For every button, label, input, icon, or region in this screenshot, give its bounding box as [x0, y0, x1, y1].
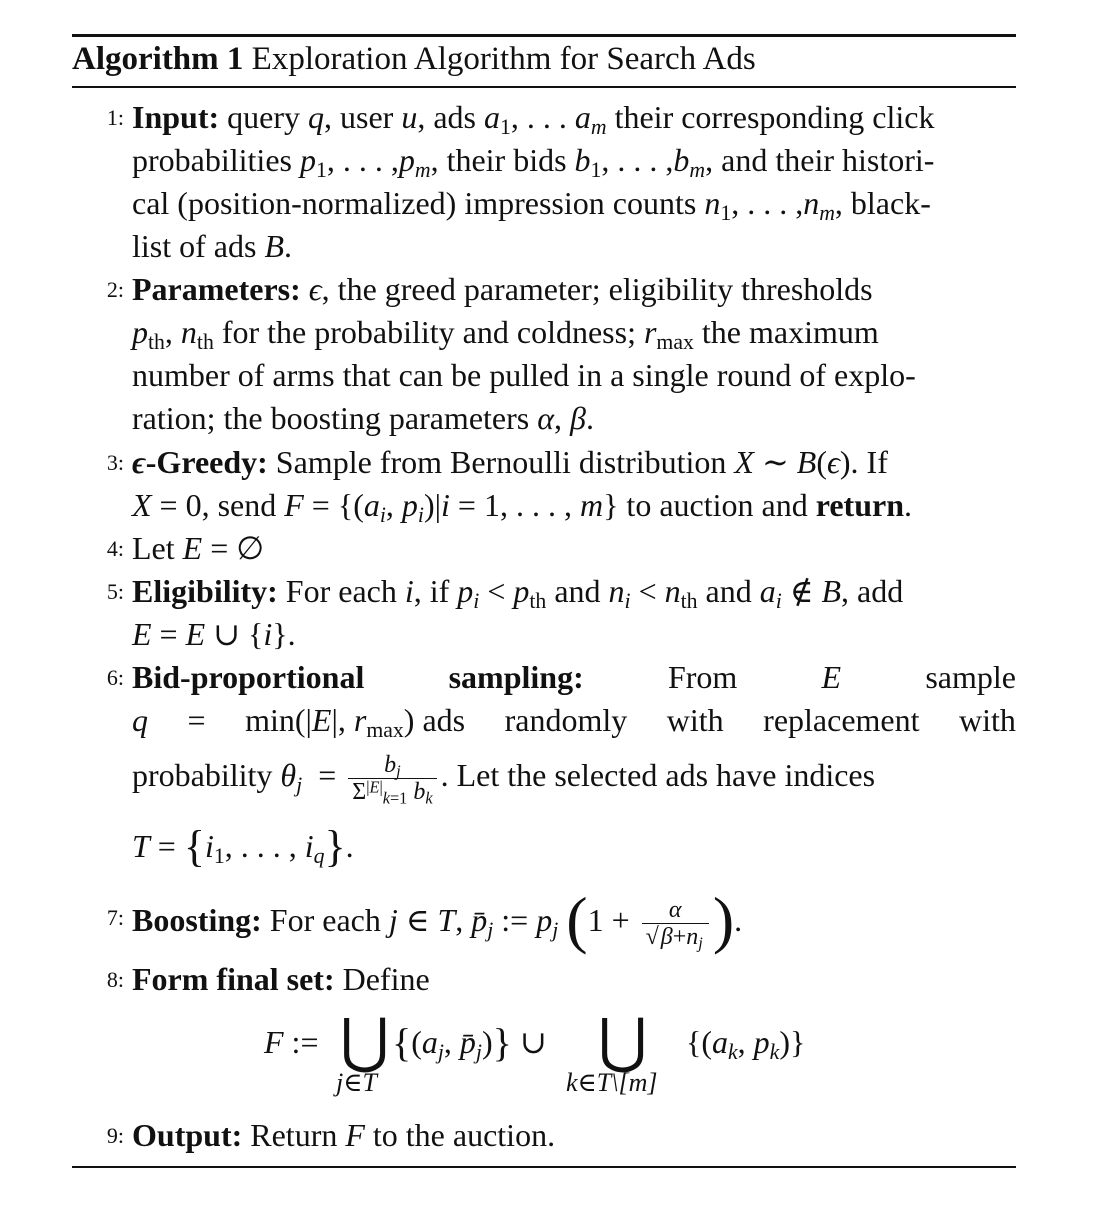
step7-line1: Boosting: For each j ∈ T, $p̄_j$ := $p_j$ (1 + $\frac{\alpha}{√\beta+n_j}$ ).	[132, 883, 743, 955]
header-rule	[72, 86, 1016, 88]
step-number: 2:	[106, 277, 124, 302]
algorithm-title: Exploration Algorithm for Search Ads	[251, 41, 756, 77]
step3-line2: X = 0, send $F = \{(a_i$, $p_i)|i = 1$, . . . , m} to auction and return.	[132, 487, 912, 528]
step2-line3: number of arms that can be pulled in a single round of explo-	[132, 357, 916, 393]
boost-fraction: $\frac{\alpha}{√\beta+n_j}$	[642, 897, 709, 950]
step9-line1: Output: Return F to the auction.	[132, 1117, 556, 1153]
step-number: 3:	[106, 450, 124, 475]
top-rule	[72, 34, 1016, 37]
step-number: 7:	[106, 905, 124, 930]
step1-line1: Input: query q, user u, ads $a_1$, . . . $a_m$ their corresponding click	[132, 99, 935, 140]
step-number: 1:	[106, 105, 124, 130]
algorithm-header	[72, 38, 756, 80]
step5-line2: E = E ∪ {i}.	[132, 616, 296, 652]
step-number: 4:	[106, 536, 124, 561]
step2-line2: $p_{th}$, $n_{th}$ for the probability and coldness; $r_{max}$ the maximum	[132, 314, 879, 355]
step6-line4: $T = \{i_1$, . . . , $i_q$}.	[132, 822, 354, 871]
algorithm-label: Algorithm 1	[72, 41, 244, 77]
step5-line1: Eligibility: For each i, if $p_i < p_{th}$ and $n_i < n_{th}$ and $a_i$ ∉ B, add	[132, 573, 904, 614]
step-number: 9:	[106, 1123, 124, 1148]
bottom-rule	[72, 1166, 1016, 1168]
step2-line4: ration; the boosting parameters α, β.	[132, 400, 594, 436]
theta-fraction: $\frac{b_j}{\Sigma^{|E|}_{k=1} b_k}$	[348, 752, 436, 805]
step6-line2: q = min(|E|, $r_{max}$) ads randomly with replacement with	[132, 702, 1016, 743]
step6-line1: Bid-proportional sampling: From E sample	[132, 659, 1016, 695]
step3-line1: ϵ-Greedy: Sample from Bernoulli distribution X ∼ B(ϵ). If	[132, 444, 888, 480]
step1-line4: list of ads B.	[132, 228, 292, 264]
step-number: 6:	[106, 665, 124, 690]
step1-line3: cal (position-normalized) impression counts $n_1$, . . . $,n_m$, black-	[132, 185, 931, 226]
step-number: 5:	[106, 579, 124, 604]
step1-line2: probabilities $p_1$, . . . $,p_m$, their bids $b_1$, . . . $,b_m$, and their histori-	[132, 142, 935, 183]
step6-line3: probability $\theta_j$ = $\frac{b_j}{\Sigma^{|E|}_{k=1} b_k}$ . Let the selected ads have indices	[132, 752, 876, 808]
step-number: 8:	[106, 967, 124, 992]
step4-line1: Let E = ∅	[132, 530, 265, 566]
step8-line1: Form final set: Define	[132, 961, 430, 997]
step2-line1: Parameters: ϵ, the greed parameter; eligibility thresholds	[132, 271, 873, 307]
